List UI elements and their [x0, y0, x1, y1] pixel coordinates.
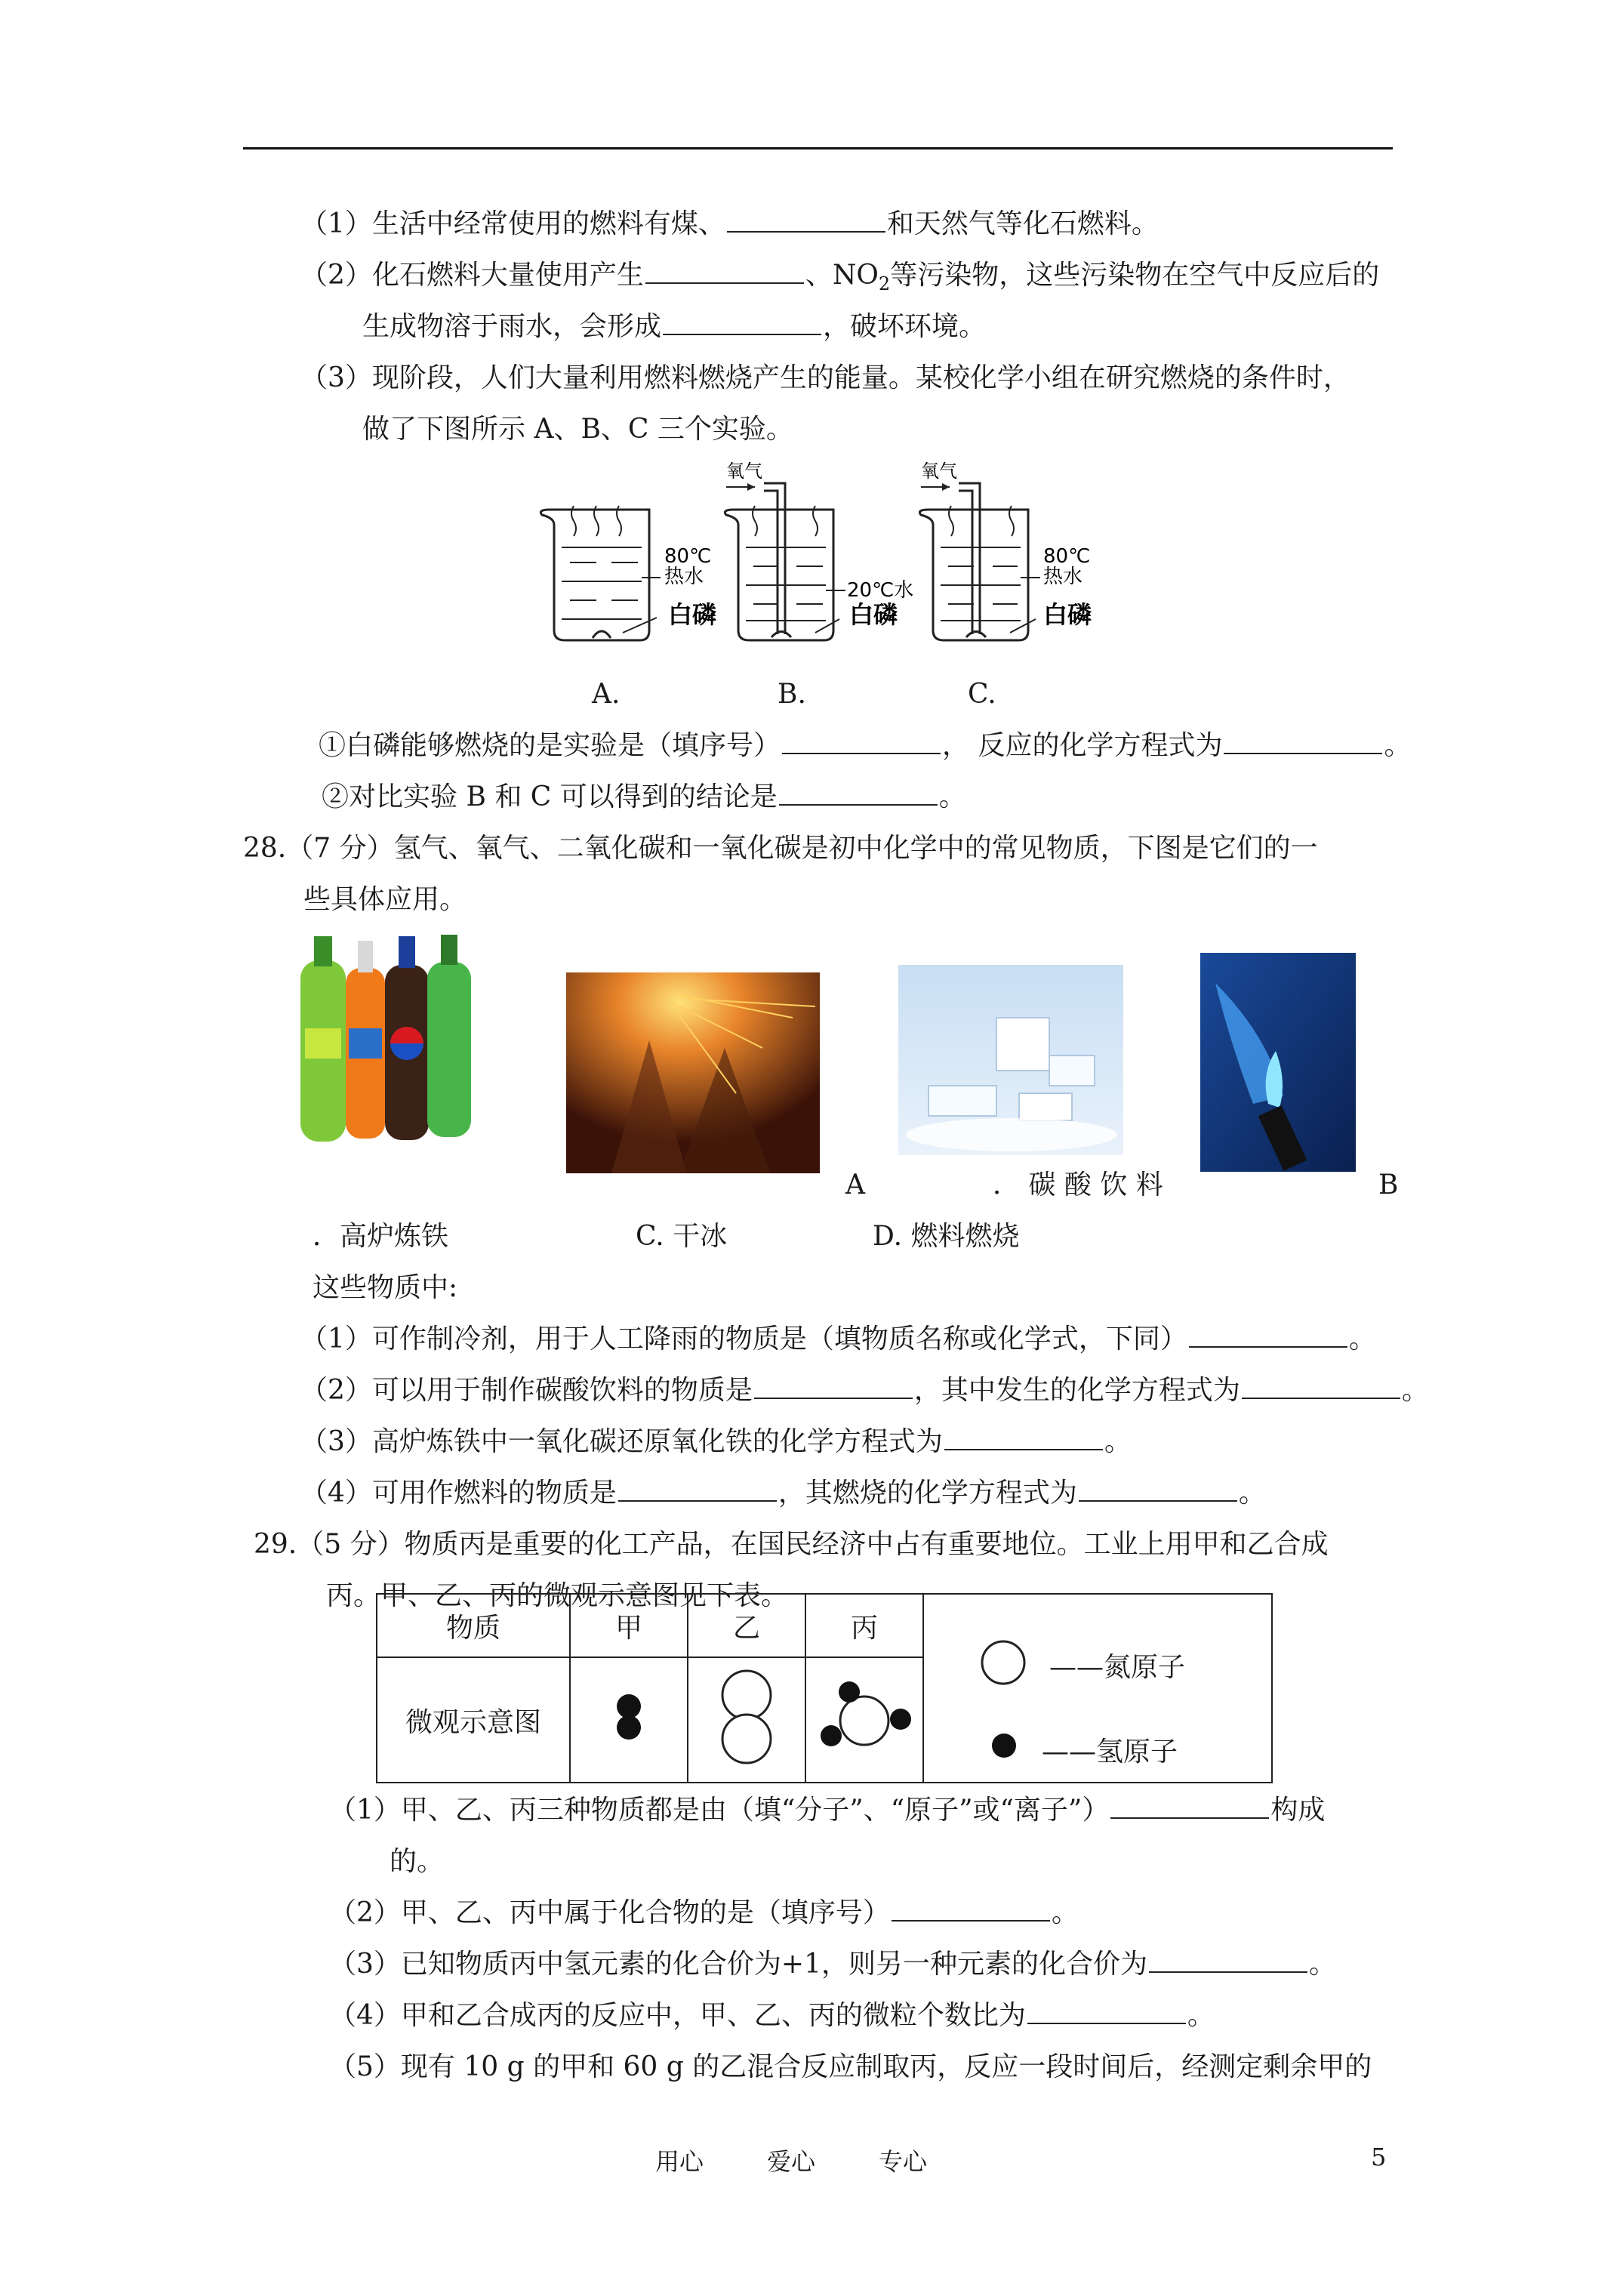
caption-b2: ．高炉炼铁 — [313, 1221, 449, 1252]
text: ，其中发生的化学方程式为 — [913, 1375, 1240, 1406]
q28-title-line2: 些具体应用。 — [303, 884, 467, 915]
text: （3）已知物质丙中氢元素的化合价为+1，则另一种元素的化合价为 — [329, 1949, 1147, 1980]
answer-blank[interactable] — [779, 781, 938, 806]
arrow-head-b — [747, 483, 755, 491]
gas-flame-image — [1200, 953, 1356, 1172]
text: 。 — [1238, 1478, 1266, 1509]
beaker-c — [919, 483, 1040, 640]
answer-blank[interactable] — [782, 730, 941, 754]
q28-intro: 这些物质中: — [313, 1272, 458, 1303]
q27-sub1 — [319, 729, 1411, 763]
molecule-bing — [805, 1657, 923, 1783]
phos-a: 白磷 — [668, 600, 717, 629]
text: 、NO — [805, 260, 879, 291]
answer-blank[interactable] — [944, 1426, 1103, 1450]
table-header-row — [377, 1594, 1272, 1657]
text: ①白磷能够燃烧的是实验是（填序号） — [319, 730, 781, 761]
experiment-diagram — [528, 453, 1117, 710]
text: 。 — [1348, 1324, 1376, 1354]
molecule-n2-icon — [713, 1668, 781, 1766]
caption-a2: ． 碳 酸 饮 料 — [993, 1170, 1163, 1200]
label-b: B. — [778, 679, 806, 710]
answer-blank[interactable] — [1149, 1949, 1307, 1973]
footer-c: 专心 — [879, 2147, 928, 2176]
q29-5: （5）现有 10 g 的甲和 60 g 的乙混合反应制取丙，反应一段时间后，经测定剩余甲的 — [329, 2051, 1372, 2082]
table-row-label: 微观示意图 — [377, 1657, 570, 1783]
q29-3 — [329, 1948, 1336, 1981]
text: ②对比实验 B 和 C 可以得到的结论是 — [322, 781, 778, 812]
label-c: C. — [968, 679, 996, 710]
hot-temp-a: 80℃ — [664, 545, 712, 568]
text: 。 — [1401, 1375, 1429, 1406]
subscript: 2 — [878, 273, 891, 295]
hot-water-a: 热水 — [664, 566, 704, 588]
q28-title: 28.（7 分）氢气、氧气、二氧化碳和一氧化碳是初中化学中的常见物质，下图是它们的一 — [243, 833, 1318, 864]
q29-1-line2: 的。 — [390, 1846, 445, 1877]
answer-blank[interactable] — [727, 208, 885, 233]
hot-temp-c: 80℃ — [1043, 545, 1091, 568]
answer-blank[interactable] — [1189, 1324, 1347, 1348]
text: （2）化石燃料大量使用产生 — [300, 260, 644, 291]
oxygen-b: 氧气 — [726, 461, 762, 482]
q29-title-line2: 丙。甲、乙、丙的微观示意图见下表。 — [326, 1580, 789, 1611]
text: （4）可用作燃料的物质是 — [300, 1478, 617, 1509]
text: （2）甲、乙、丙中属于化合物的是（填序号） — [329, 1897, 890, 1928]
text: （2）可以用于制作碳酸饮料的物质是 — [300, 1375, 753, 1406]
answer-blank[interactable] — [1242, 1375, 1400, 1399]
micro-table — [376, 1593, 1273, 1783]
q27-3-line2: 做了下图所示 A、B、C 三个实验。 — [362, 414, 793, 445]
q29-4 — [329, 1999, 1215, 2032]
q29-1 — [329, 1794, 1325, 1827]
table-header-cell: 丙 — [805, 1594, 923, 1657]
text: 生成物溶于雨水，会形成 — [362, 311, 662, 342]
q29-2 — [329, 1897, 1079, 1930]
caption-b: B — [1378, 1170, 1399, 1200]
molecule-h2-icon — [606, 1687, 651, 1747]
dry-ice-image — [898, 965, 1123, 1155]
table-header-cell: 物质 — [377, 1594, 570, 1657]
answer-blank[interactable] — [645, 260, 804, 284]
text: 。 — [1384, 730, 1412, 761]
answer-blank[interactable] — [1027, 2000, 1186, 2024]
legend-nitrogen: ——氮原子 — [1049, 1652, 1186, 1683]
caption-d: D. 燃料燃烧 — [873, 1221, 1020, 1252]
text: （1）可作制冷剂，用于人工降雨的物质是（填物质名称或化学式，下同） — [300, 1324, 1187, 1354]
text: ， 反应的化学方程式为 — [942, 730, 1223, 761]
nitrogen-atom-icon — [977, 1636, 1030, 1689]
text: （1）甲、乙、丙三种物质都是由（填“分子”、“原子”或“离子”） — [329, 1795, 1110, 1826]
q27-1 — [300, 208, 1159, 241]
hot-water-c: 热水 — [1043, 566, 1083, 588]
q28-2 — [300, 1374, 1429, 1407]
beaker-b — [725, 483, 845, 640]
molecule-nh3-icon — [812, 1675, 917, 1758]
molecule-yi — [688, 1657, 805, 1783]
footer-a: 用心 — [655, 2147, 704, 2176]
caption-row — [313, 1220, 448, 1253]
answer-blank[interactable] — [618, 1478, 777, 1502]
legend-cell — [923, 1594, 1272, 1783]
caption-a: A — [845, 1170, 865, 1200]
text: （4）甲和乙合成丙的反应中，甲、乙、丙的微粒个数比为 — [329, 2000, 1026, 2031]
text: 。 — [1051, 1897, 1079, 1928]
q29-title: 29.（5 分）物质丙是重要的化工产品，在国民经济中占有重要地位。工业上用甲和乙合成 — [254, 1529, 1329, 1560]
q28-1 — [300, 1323, 1376, 1356]
footer-b: 爱心 — [767, 2147, 816, 2176]
answer-blank[interactable] — [1079, 1478, 1237, 1502]
q27-2 — [300, 259, 1379, 300]
caption-c: C. 干冰 — [636, 1221, 728, 1252]
label-a: A. — [592, 679, 621, 710]
text: 。 — [1308, 1949, 1336, 1980]
answer-blank[interactable] — [892, 1897, 1050, 1922]
text: 。 — [938, 781, 966, 812]
oxygen-c: 氧气 — [921, 461, 957, 482]
beaker-a — [540, 506, 661, 640]
phos-c: 白磷 — [1043, 600, 1092, 629]
phos-b: 白磷 — [849, 600, 898, 629]
table-header-cell: 甲 — [570, 1594, 688, 1657]
text: （1）生活中经常使用的燃料有煤、 — [300, 208, 725, 239]
cold-water-b: 20℃水 — [847, 579, 914, 602]
answer-blank[interactable] — [1110, 1795, 1269, 1819]
q28-3 — [300, 1425, 1132, 1459]
hydrogen-atom-icon — [989, 1730, 1019, 1761]
q27-sub2 — [322, 781, 966, 814]
text: ，破坏环境。 — [823, 311, 987, 342]
text: 和天然气等化石燃料。 — [886, 208, 1159, 239]
q28-4 — [300, 1477, 1266, 1510]
answer-blank[interactable] — [1224, 730, 1382, 754]
text: 。 — [1104, 1426, 1132, 1457]
text: 。 — [1187, 2000, 1215, 2031]
molecule-jia — [570, 1657, 688, 1783]
q27-2-line2 — [362, 310, 986, 344]
text: （3）高炉炼铁中一氧化碳还原氧化铁的化学方程式为 — [300, 1426, 943, 1457]
text: 等污染物，这些污染物在空气中反应后的 — [890, 260, 1380, 291]
arrow-head-c — [942, 483, 950, 491]
legend-hydrogen: ——氢原子 — [1042, 1737, 1178, 1767]
header-rule — [243, 147, 1393, 149]
text: 构成 — [1270, 1795, 1326, 1826]
answer-blank[interactable] — [663, 311, 821, 335]
text: ，其燃烧的化学方程式为 — [778, 1478, 1077, 1509]
q27-3: （3）现阶段，人们大量利用燃料燃烧产生的能量。某校化学小组在研究燃烧的条件时， — [300, 362, 1350, 393]
answer-blank[interactable] — [754, 1375, 913, 1399]
soda-bottles-image — [294, 930, 491, 1149]
table-header-cell: 乙 — [688, 1594, 805, 1657]
blast-furnace-image — [566, 972, 820, 1173]
page-number: 5 — [1371, 2143, 1387, 2171]
